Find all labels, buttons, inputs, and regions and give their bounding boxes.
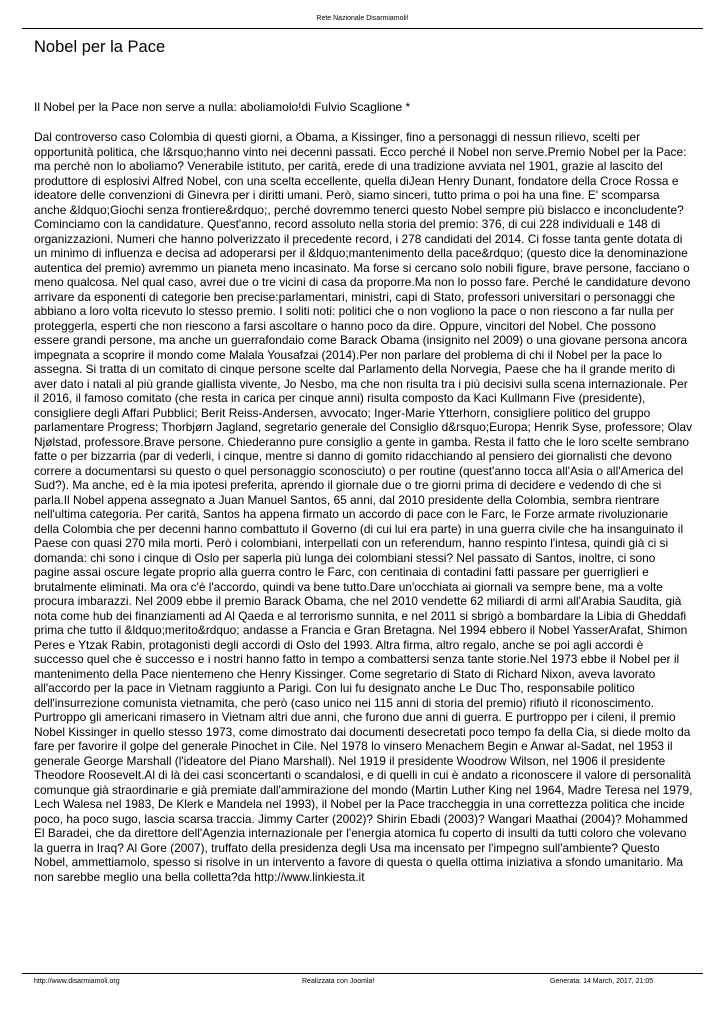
article-body <box>34 130 694 884</box>
header-divider <box>22 28 703 29</box>
footer-site-url[interactable]: http://www.disarmiamoli.org <box>34 978 120 985</box>
footer-generated-date: Generata: 14 March, 2017, 21:05 <box>550 978 654 985</box>
site-header: Rete Nazionale Disarmiamoli! <box>316 15 409 22</box>
page-title: Nobel per la Pace <box>34 38 166 56</box>
footer-credit: Realizzata con Joomla! <box>302 978 375 985</box>
footer-divider <box>22 973 703 974</box>
article-subtitle: Il Nobel per la Pace non serve a nulla: aboliamolo!di Fulvio Scaglione * <box>34 100 411 114</box>
article-body-paragraph: Dal controverso caso Colombia di questi giorni, a Obama, a Kissinger, fino a personaggi di nessun rilievo, scelti per opportunità politica, che l&rsquo;hanno vinto nei decenni passati. Ecco perché il Nobel non serve.Premio Nobel per la Pace: ma perché non lo aboliamo? Venerabile istituto, per carità, erede di una tradizione avviata nel 1901, grazie al lascito del produttore di esplosivi Alfred Nobel, con una scelta eccellente, quella diJean Henry Dunant, fondatore della Croce Rossa e ideatore delle convenzioni di Ginevra per i diritti umani. Però, siamo sinceri, tutto prima o poi ha una fine. E' scomparsa anche &ldquo;Giochi senza frontiere&rdquo;, perché dovremmo tenerci questo Nobel sempre più bislacco e inconcludente?Cominciamo con la candidature. Quest'anno, record assoluto nella storia del premio: 376, di cui 228 individuali e 148 di organizzazioni. Numeri che hanno polverizzato il precedente record, i 278 candidati del 2014. Ci fosse tanta gente dotata di un minimo di influenza e decisa ad adoperarsi per il &ldquo;mantenimento della pace&rdquo; (questo dice la denominazione autentica del premio) avremmo un pianeta meno incasinato. Ma forse si cercano solo nobili figure, brave persone, facciano o meno qualcosa. Nel qual caso, avrei due o tre vicini di casa da proporre.Ma non lo posso fare. Perché le candidature devono arrivare da esponenti di categorie ben precise:parlamentari, ministri, capi di Stato, professori universitari o personaggi che abbiano a loro volta ricevuto lo stesso premio. I soliti noti: politici che o non vogliono la pace o non riescono a far nulla per proteggerla, esperti che non riescono a farsi ascoltare o hanno poco da dire. Oppure, vincitori del Nobel. Che possono essere grandi persone, ma anche un guerrafondaio come Barack Obama (insignito nel 2009) o una giovane persona ancora impegnata a scoprire il mondo come Malala Yousafzai (2014).Per non parlare del problema di chi il Nobel per la pace lo assegna. Si tratta di un comitato di cinque persone scelte dal Parlamento della Norvegia, Paese che ha il grande merito di aver dato i natali al più grande giallista vivente, Jo Nesbo, ma che non risulta tra i più decisivi sulla scena internazionale. Per il 2016, il famoso comitato (che resta in carica per cinque anni) risulta composto da Kaci Kullmann Five (presidente), consigliere degli Affari Pubblici; Berit Reiss-Andersen, avvocato; Inger-Marie Ytterhorn, consigliere politico del gruppo parlamentare Progress; Thorbjørn Jagland, segretario generale del Consiglio d&rsquo;Europa; Henrik Syse, professore; Olav Njølstad, professore.Brave persone. Chiederanno pure consiglio a gente in gamba. Resta il fatto che le loro scelte sembrano fatte o per bizzarria (par di vederli, i cinque, mentre si danno di gomito ridacchiando al pensiero dei giornalisti che devono correre a documentarsi su questo o quel personaggio sconosciuto) o per routine (quest'anno tocca all'Asia o all'America del Sud?). Ma anche, ed è la mia ipotesi preferita, aprendo il giornale due o tre giorni prima di decidere e vedendo di che si parla.Il Nobel appena assegnato a Juan Manuel Santos, 65 anni, dal 2010 presidente della Colombia, sembra rientrare nell'ultima categoria. Per carità, Santos ha appena firmato un accordo di pace con le Farc, le Forze armate rivoluzionarie della Colombia che per decenni hanno combattuto il Governo (di cui lui era parte) in una guerra civile che ha insanguinato il Paese con quasi 270 mila morti. Però i colombiani, interpellati con un referendum, hanno respinto l'intesa, quindi già ci si domanda: chi sono i cinque di Oslo per saperla più lunga dei colombiani stessi? Nel passato di Santos, inoltre, ci sono pagine assai oscure legate proprio alla guerra contro le Farc, con centinaia di contadini fatti passare per guerriglieri e brutalmente eliminati. Ma ora c'è l'accordo, quindi va bene tutto.Dare un'occhiata ai giornali va sempre bene, ma a volte procura imbarazzi. Nel 2009 ebbe il premio Barack Obama, che nel 2010 vendette 62 miliardi di armi all'Arabia Saudita, già nota come hub dei finanziamenti ad Al Qaeda e al terrorismo sunnita, e nel 2011 si sbrigò a bombardare la Libia di Gheddafi prima che tutto il &ldquo;merito&rdquo; andasse a Francia e Gran Bretagna. Nel 1994 ebbero il Nobel YasserArafat, Shimon Peres e Ytzak Rabin, protagonisti degli accordi di Oslo del 1993. Altra firma, altro regalo, anche se poi agli accordi è successo quel che è successo e i nostri hanno fatto in tempo a combattersi senza tante storie.Nel 1973 ebbe il Nobel per il mantenimento della Pace nientemeno che Henry Kissinger. Come segretario di Stato di Richard Nixon, aveva lavorato all'accordo per la pace in Vietnam raggiunto a Parigi. Con lui fu designato anche Le Duc Tho, responsabile politico dell'insurrezione comunista vietnamita, che però (caso unico nei 115 anni di storia del premio) rifiutò il riconoscimento. Purtroppo gli americani rimasero in Vietnam altri due anni, che furono due anni di guerra. E purtroppo per i cileni, il premio Nobel Kissinger in quello stesso 1973, come dimostrato dai documenti desecretati poco tempo fa della Cia, si diede molto da fare per favorire il golpe del generale Pinochet in Cile. Nel 1978 lo vinsero Menachem Begin e Anwar al-Sadat, nel 1953 il generale George Marshall (l'ideatore del Piano Marshall). Nel 1919 il presidente Woodrow Wilson, nel 1906 il presidente Theodore Roosevelt.Al di là dei casi sconcertanti o scandalosi, e di quelli in cui è andato a riconoscere il valore di personalità comunque già straordinarie e già premiate dall'ammirazione del mondo (Martin Luther King nel 1964, Madre Teresa nel 1979, Lech Walesa nel 1983, De Klerk e Mandela nel 1993), il Nobel per la Pace traccheggia in una correttezza politica che incide poco, ha poco sugo, lascia scarsa traccia. Jimmy Carter (2002)? Shirin Ebadi (2003)? Wangari Maathai (2004)? Mohammed El Baradei, che da direttore dell'Agenzia internazionale per l'energia atomica fu coperto di insulti da tutti coloro che volevano la guerra in Iraq? Al Gore (2007), truffato della presidenza degli Usa ma incensato per l'impegno sull'ambiente? Questo Nobel, ammettiamolo, spesso si risolve in un intervento a favore di questa o quella ottima iniziativa a sfondo umanitario. Ma non sarebbe meglio una bella colletta?da http://www.linkiesta.it <box>34 130 693 884</box>
